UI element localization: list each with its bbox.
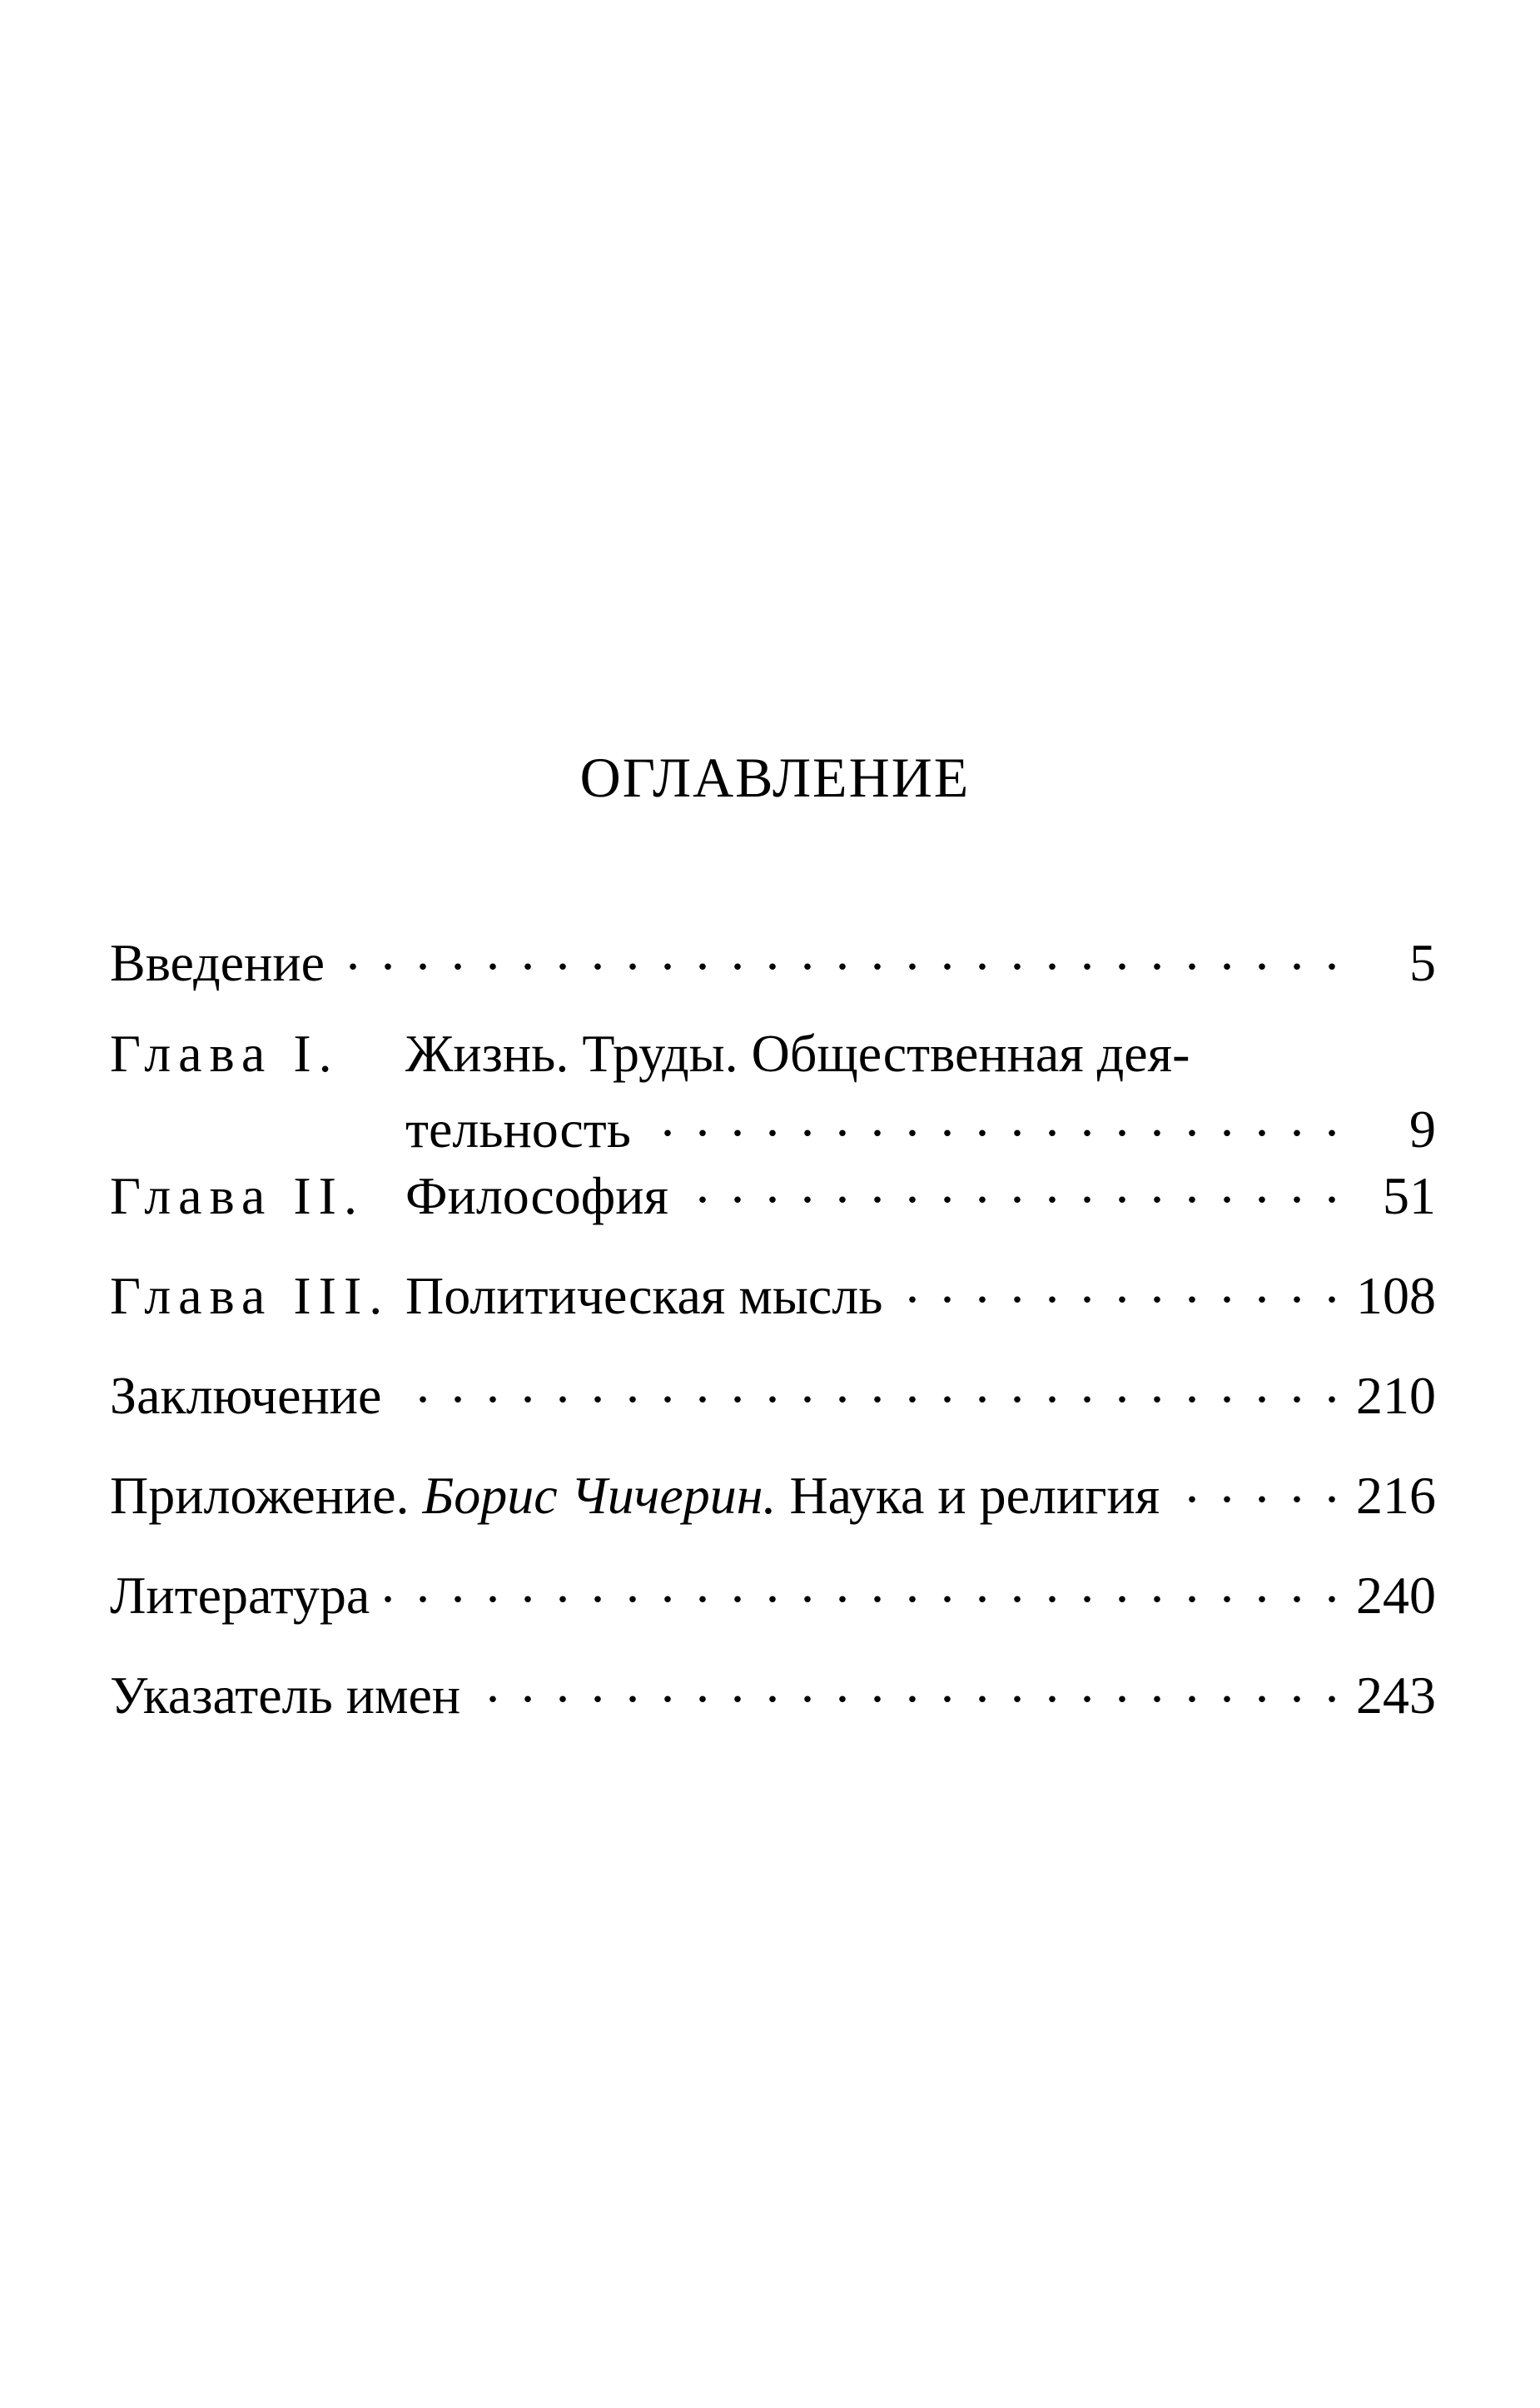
- toc-entry-appendix: [110, 1460, 1436, 1560]
- toc-entry-page: 5: [1409, 933, 1436, 992]
- dot-leader: [470, 1660, 1343, 1713]
- dot-leader: [678, 1160, 1343, 1214]
- appendix-label-prefix: Приложение.: [110, 1466, 410, 1525]
- toc-entry-label: [110, 1466, 1160, 1525]
- toc-entry-label: Введение: [110, 933, 325, 992]
- toc-entry-chapter-3: [110, 1260, 1436, 1360]
- dot-leader: [335, 927, 1343, 981]
- toc-entry-label: Указатель имен: [110, 1666, 461, 1725]
- toc-entry-name-index: [110, 1660, 1436, 1760]
- toc-entry-label-line2: тельность: [405, 1100, 631, 1159]
- toc-entry-page: 243: [1356, 1666, 1436, 1725]
- toc-entry-literature: [110, 1560, 1436, 1660]
- toc-entry-introduction: [110, 927, 1436, 1027]
- toc-entry-label-line1: Жизнь. Труды. Общественная дея-: [405, 1024, 1190, 1083]
- dot-leader: [641, 1094, 1343, 1147]
- toc-entry-page: 51: [1383, 1166, 1436, 1225]
- dot-leader: [892, 1260, 1343, 1313]
- toc-entry-page: 210: [1356, 1366, 1436, 1425]
- toc-chapter-prefix: Глава III.: [110, 1266, 390, 1325]
- toc-entry-page: 240: [1356, 1566, 1436, 1625]
- toc-entry-chapter-1: [110, 1024, 1436, 1160]
- dot-leader: [380, 1560, 1343, 1613]
- appendix-author-italic: Борис Чичерин.: [422, 1466, 777, 1525]
- toc-entry-chapter-2: [110, 1160, 1436, 1260]
- dot-leader: [1170, 1460, 1343, 1513]
- appendix-label-title: Наука и религия: [789, 1466, 1160, 1525]
- toc-entry-page: 9: [1409, 1100, 1436, 1159]
- dot-leader: [391, 1360, 1343, 1413]
- toc-entry-conclusion: [110, 1360, 1436, 1460]
- toc-chapter-prefix: Глава I.: [110, 1024, 340, 1083]
- toc-entry-label: Политическая мысль: [405, 1266, 883, 1325]
- page-title: ОГЛАВЛЕНИЕ: [579, 746, 971, 809]
- table-of-contents: [110, 927, 1436, 1760]
- toc-entry-page: 108: [1356, 1266, 1436, 1325]
- toc-entry-label: Литература: [110, 1566, 370, 1625]
- toc-chapter-prefix: Глава II.: [110, 1166, 365, 1225]
- toc-entry-page: 216: [1356, 1466, 1436, 1525]
- toc-entry-label: Заключение: [110, 1366, 382, 1425]
- toc-entry-label: Философия: [405, 1166, 668, 1225]
